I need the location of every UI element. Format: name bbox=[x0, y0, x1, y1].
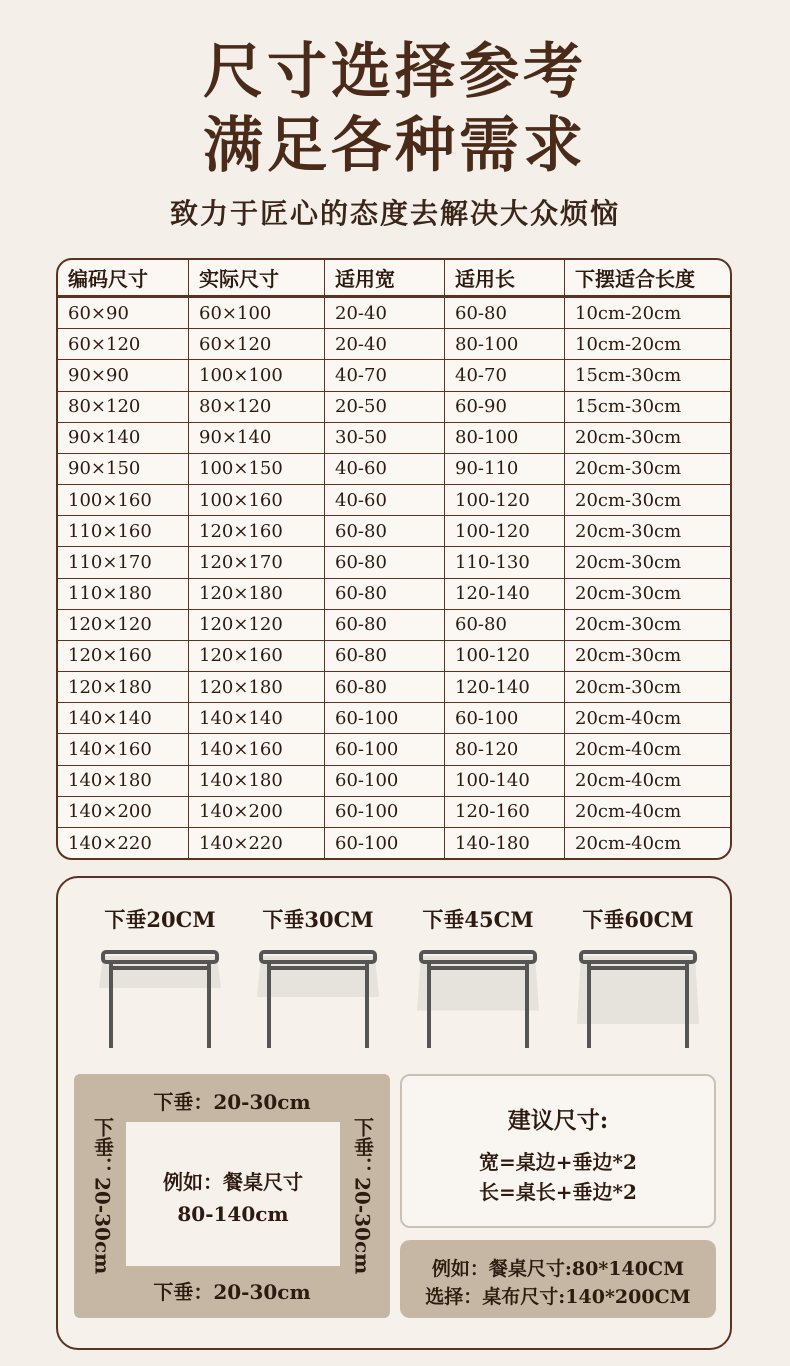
header-cell: 适用长 bbox=[445, 260, 565, 295]
table-cell: 120×160 bbox=[58, 641, 189, 671]
table-row bbox=[58, 579, 730, 610]
diagram-example-line1: 例如：餐桌尺寸 bbox=[163, 1170, 303, 1194]
table-cell: 60×120 bbox=[189, 329, 325, 359]
table-row bbox=[58, 828, 730, 858]
table-cell: 15cm-30cm bbox=[575, 364, 682, 386]
table-cell: 30-50 bbox=[325, 423, 445, 453]
diagram-example-line2: 80-140cm bbox=[177, 1202, 289, 1226]
table-cell: 20cm-30cm bbox=[575, 645, 682, 667]
table-row bbox=[58, 703, 730, 734]
table-icon bbox=[253, 948, 383, 1052]
table-cell: 110×180 bbox=[58, 579, 189, 609]
table-cell: 100×100 bbox=[189, 360, 325, 390]
drop-bottom-label: 下垂：20-30cm bbox=[153, 1280, 311, 1304]
table-row bbox=[58, 516, 730, 547]
drop-option-label: 下垂30CM bbox=[262, 907, 374, 932]
table-row bbox=[58, 610, 730, 641]
table-cell: 100-120 bbox=[445, 485, 565, 515]
table-cell: 80×120 bbox=[58, 392, 189, 422]
table-cell: 60-80 bbox=[325, 672, 445, 702]
table-cell: 40-70 bbox=[325, 360, 445, 390]
table-cell: 20cm-30cm bbox=[575, 551, 682, 573]
page-title-line2: 满足各种需求 bbox=[203, 111, 587, 181]
table-cell: 60-80 bbox=[325, 547, 445, 577]
table-cell: 120×170 bbox=[189, 547, 325, 577]
table-cell: 40-70 bbox=[445, 360, 565, 390]
header-cell: 下摆适合长度 bbox=[575, 267, 695, 291]
table-cell: 60-100 bbox=[325, 828, 445, 858]
table-cell: 60-90 bbox=[445, 392, 565, 422]
diagram-example bbox=[126, 1166, 340, 1230]
table-row bbox=[58, 454, 730, 485]
table-cell: 140-180 bbox=[445, 828, 565, 858]
table-cell: 90×90 bbox=[58, 360, 189, 390]
drop-option-label: 下垂60CM bbox=[582, 907, 694, 932]
table-cell: 60-100 bbox=[325, 797, 445, 827]
table-cell: 120×180 bbox=[189, 672, 325, 702]
table-cell: 60-80 bbox=[325, 610, 445, 640]
table-cell: 120-140 bbox=[445, 672, 565, 702]
table-cell: 20cm-30cm bbox=[575, 614, 682, 636]
table-cell: 140×160 bbox=[58, 734, 189, 764]
table-cell: 60-80 bbox=[325, 516, 445, 546]
table-cell: 140×220 bbox=[58, 828, 189, 858]
table-cell: 110-130 bbox=[445, 547, 565, 577]
table-row bbox=[58, 766, 730, 797]
table-row bbox=[58, 641, 730, 672]
table-cell: 140×200 bbox=[189, 797, 325, 827]
table-icon bbox=[573, 948, 703, 1052]
table-cell: 90×140 bbox=[58, 423, 189, 453]
table-cell: 10cm-20cm bbox=[575, 302, 682, 324]
page-title-line1: 尺寸选择参考 bbox=[203, 37, 587, 107]
table-row bbox=[58, 329, 730, 360]
table-row bbox=[58, 547, 730, 578]
example-line2: 选择：桌布尺寸:140*200CM bbox=[425, 1286, 691, 1308]
table-cell: 120×120 bbox=[58, 610, 189, 640]
table-cell: 60-100 bbox=[325, 766, 445, 796]
table-cell: 100-140 bbox=[445, 766, 565, 796]
table-row bbox=[58, 672, 730, 703]
table-cell: 60-80 bbox=[325, 641, 445, 671]
table-cell: 110×160 bbox=[58, 516, 189, 546]
drop-option-label: 下垂45CM bbox=[422, 907, 534, 932]
table-row bbox=[58, 797, 730, 828]
drop-guide-panel bbox=[56, 876, 732, 1350]
table-row bbox=[58, 360, 730, 391]
table-cell: 60-80 bbox=[325, 579, 445, 609]
table-cell: 140×200 bbox=[58, 797, 189, 827]
table-icon bbox=[95, 948, 225, 1052]
suggest-width-formula: 宽=桌边+垂边*2 bbox=[479, 1150, 637, 1174]
table-cell: 140×220 bbox=[189, 828, 325, 858]
table-cell: 120-140 bbox=[445, 579, 565, 609]
table-cell: 20cm-40cm bbox=[575, 707, 682, 729]
table-cell: 20cm-40cm bbox=[575, 801, 682, 823]
drop-option bbox=[568, 904, 708, 1052]
table-header-row bbox=[58, 260, 730, 298]
table-cell: 120×180 bbox=[189, 579, 325, 609]
table-cell: 100×160 bbox=[58, 485, 189, 515]
table-cell: 140×180 bbox=[58, 766, 189, 796]
table-cell: 90-110 bbox=[445, 454, 565, 484]
table-cell: 20cm-40cm bbox=[575, 832, 682, 854]
tablecloth-diagram bbox=[74, 1074, 390, 1318]
table-cell: 120×180 bbox=[58, 672, 189, 702]
table-cell: 90×150 bbox=[58, 454, 189, 484]
table-cell: 120-160 bbox=[445, 797, 565, 827]
table-cell: 20cm-30cm bbox=[575, 520, 682, 542]
suggest-size-box bbox=[400, 1074, 716, 1228]
header-cell: 实际尺寸 bbox=[189, 260, 325, 295]
table-cell: 15cm-30cm bbox=[575, 396, 682, 418]
table-cell: 20cm-30cm bbox=[575, 427, 682, 449]
table-cell: 60×100 bbox=[189, 298, 325, 328]
table-cell: 20cm-40cm bbox=[575, 770, 682, 792]
table-row bbox=[58, 298, 730, 329]
table-cell: 40-60 bbox=[325, 485, 445, 515]
table-row bbox=[58, 423, 730, 454]
table-cell: 40-60 bbox=[325, 454, 445, 484]
suggest-title: 建议尺寸: bbox=[507, 1107, 609, 1134]
header-cell: 适用宽 bbox=[325, 260, 445, 295]
table-cell: 10cm-20cm bbox=[575, 333, 682, 355]
table-cell: 80×120 bbox=[189, 392, 325, 422]
header-cell: 编码尺寸 bbox=[58, 260, 189, 295]
drop-option bbox=[408, 904, 548, 1052]
table-icon bbox=[413, 948, 543, 1052]
table-cell: 140×140 bbox=[189, 703, 325, 733]
example-box bbox=[400, 1240, 716, 1318]
table-cell: 110×170 bbox=[58, 547, 189, 577]
table-cell: 60-100 bbox=[445, 703, 565, 733]
drop-right-label: 下垂：20-30cm bbox=[350, 1117, 375, 1275]
table-cell: 80-100 bbox=[445, 423, 565, 453]
drop-left-label: 下垂：20-30cm bbox=[90, 1117, 115, 1275]
table-cell: 20cm-30cm bbox=[575, 489, 682, 511]
drop-top-label: 下垂：20-30cm bbox=[153, 1090, 311, 1114]
table-cell: 140×140 bbox=[58, 703, 189, 733]
table-cell: 100-120 bbox=[445, 641, 565, 671]
table-cell: 20-40 bbox=[325, 329, 445, 359]
table-cell: 100×150 bbox=[189, 454, 325, 484]
table-row bbox=[58, 485, 730, 516]
table-cell: 100×160 bbox=[189, 485, 325, 515]
example-line1: 例如：餐桌尺寸:80*140CM bbox=[431, 1258, 685, 1280]
table-top-area bbox=[126, 1122, 340, 1266]
table-cell: 120×120 bbox=[189, 610, 325, 640]
drop-option bbox=[248, 904, 388, 1052]
table-cell: 60×90 bbox=[58, 298, 189, 328]
table-cell: 20cm-30cm bbox=[575, 583, 682, 605]
table-cell: 100-120 bbox=[445, 516, 565, 546]
table-row bbox=[58, 392, 730, 423]
table-cell: 140×180 bbox=[189, 766, 325, 796]
table-cell: 20cm-40cm bbox=[575, 738, 682, 760]
table-cell: 140×160 bbox=[189, 734, 325, 764]
table-cell: 60-100 bbox=[325, 734, 445, 764]
table-cell: 20cm-30cm bbox=[575, 458, 682, 480]
table-body bbox=[58, 298, 730, 858]
drop-option bbox=[90, 904, 230, 1052]
tablecloth-shape bbox=[417, 956, 539, 1011]
table-cell: 60×120 bbox=[58, 329, 189, 359]
drop-option-label: 下垂20CM bbox=[104, 907, 216, 932]
table-cell: 20-50 bbox=[325, 392, 445, 422]
table-row bbox=[58, 734, 730, 765]
size-table bbox=[56, 258, 732, 860]
table-cell: 90×140 bbox=[189, 423, 325, 453]
table-cell: 60-80 bbox=[445, 610, 565, 640]
table-cell: 120×160 bbox=[189, 641, 325, 671]
table-cell: 120×160 bbox=[189, 516, 325, 546]
table-cell: 80-120 bbox=[445, 734, 565, 764]
suggest-length-formula: 长=桌长+垂边*2 bbox=[479, 1180, 637, 1204]
table-cell: 80-100 bbox=[445, 329, 565, 359]
table-cell: 60-80 bbox=[445, 298, 565, 328]
table-cell: 20-40 bbox=[325, 298, 445, 328]
table-cell: 20cm-30cm bbox=[575, 676, 682, 698]
table-cell: 60-100 bbox=[325, 703, 445, 733]
page-subtitle: 致力于匠心的态度去解决大众烦恼 bbox=[169, 197, 620, 230]
